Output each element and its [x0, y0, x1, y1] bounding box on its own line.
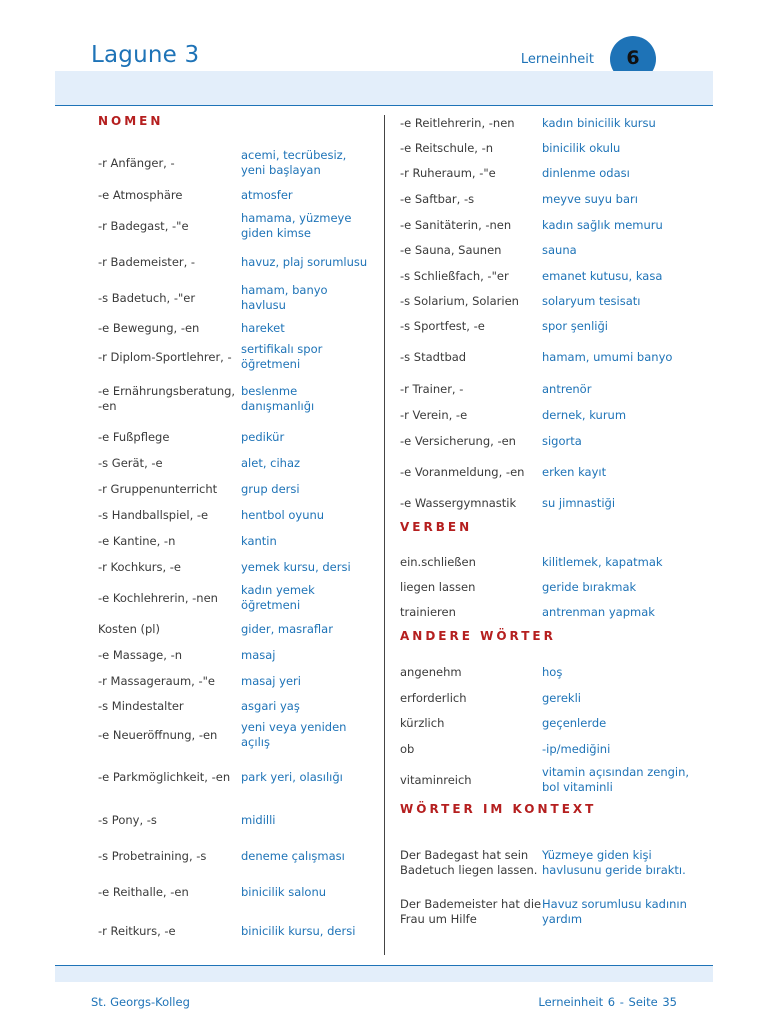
turkish-translation: hentbol oyunu — [241, 507, 325, 522]
vocab-row — [98, 554, 378, 580]
german-term: -r Trainer, - — [400, 381, 464, 396]
german-term: -s Pony, -s — [98, 812, 157, 827]
turkish-translation: hareket — [241, 320, 285, 335]
vocab-row — [400, 338, 700, 376]
german-term: -r Bademeister, - — [98, 254, 196, 269]
vocab-row — [400, 762, 700, 798]
vocab-row — [400, 454, 700, 490]
vocab-row — [400, 289, 700, 314]
vocab-row — [98, 910, 378, 952]
turkish-translation: emanet kutusu, kasa — [542, 268, 663, 283]
german-term: trainieren — [400, 605, 456, 619]
german-term: -r Anfänger, - — [98, 155, 175, 170]
german-term: -e Massage, -n — [98, 647, 183, 662]
vocab-row — [98, 244, 378, 280]
vocab-list-nomen-continued — [400, 110, 700, 516]
german-term: -s Handballspiel, -e — [98, 507, 209, 522]
unit-label: Lerneinheit — [520, 52, 594, 67]
german-term: Kosten (pl) — [98, 621, 160, 636]
vocab-row — [98, 280, 378, 316]
vocab-row — [400, 575, 700, 600]
turkish-translation: -ip/mediğini — [542, 741, 611, 756]
german-term: -e Fußpflege — [98, 429, 170, 444]
vocab-row — [400, 376, 700, 402]
vocab-row — [98, 476, 378, 502]
vocab-row — [98, 316, 378, 340]
german-term: -e Versicherung, -en — [400, 433, 516, 448]
page-title: Lagune 3 — [91, 42, 200, 68]
turkish-translation: havuz, plaj sorumlusu — [241, 254, 368, 269]
german-term: -e Sanitäterin, -nen — [400, 217, 512, 232]
section-heading-andere-woerter: ANDERE WÖRTER — [400, 629, 556, 643]
german-term: -e Atmosphäre — [98, 187, 183, 202]
turkish-translation: su jimnastiği — [542, 495, 616, 510]
german-term: -r Ruheraum, -"e — [400, 166, 496, 180]
turkish-translation: beslenme danışmanlığı — [241, 384, 315, 413]
german-term: -e Sauna, Saunen — [400, 243, 502, 257]
vocab-row — [98, 838, 378, 874]
vocab-row — [400, 136, 700, 161]
vocab-row — [400, 736, 700, 762]
vocab-row — [98, 208, 378, 244]
vocab-row — [400, 832, 700, 894]
turkish-translation: Havuz sorumlusu kadının yardım — [542, 897, 687, 926]
turkish-translation: midilli — [241, 812, 276, 827]
vocab-row — [98, 694, 378, 718]
header-band — [55, 71, 713, 106]
vocab-row — [400, 110, 700, 136]
german-term: -r Diplom-Sportlehrer, - — [98, 349, 232, 364]
german-term: vitaminreich — [400, 772, 472, 787]
turkish-translation: sauna — [542, 243, 577, 257]
left-column — [98, 110, 378, 952]
turkish-translation: hoş — [542, 664, 563, 679]
german-term: -e Voranmeldung, -en — [400, 464, 525, 479]
vocab-row — [400, 490, 700, 516]
turkish-translation: binicilik salonu — [241, 884, 327, 899]
vocab-list-nomen — [98, 144, 378, 952]
vocab-row — [98, 424, 378, 450]
section-heading-woerter-im-kontext: WÖRTER IM KONTEXT — [400, 802, 597, 816]
turkish-translation: Yüzmeye giden kişi havlusunu geride bıraktı. — [542, 848, 686, 877]
turkish-translation: solaryum tesisatı — [542, 294, 641, 308]
turkish-translation: kadın sağlık memuru — [542, 217, 663, 232]
vocab-row — [98, 528, 378, 554]
turkish-translation: geçenlerde — [542, 716, 607, 730]
german-term: kürzlich — [400, 716, 445, 730]
german-term: -e Neueröffnung, -en — [98, 727, 218, 742]
vocab-row — [98, 874, 378, 910]
vocab-list-andere-woerter — [400, 659, 700, 798]
german-term: ob — [400, 741, 415, 756]
turkish-translation: park yeri, olasılığı — [241, 769, 343, 784]
german-term: -e Parkmöglichkeit, -en — [98, 769, 231, 784]
turkish-translation: antrenör — [542, 381, 592, 396]
german-term: -s Gerät, -e — [98, 455, 163, 470]
german-term: -r Gruppenunterricht — [98, 481, 218, 496]
turkish-translation: erken kayıt — [542, 464, 607, 479]
turkish-translation: kadın binicilik kursu — [542, 115, 656, 130]
turkish-translation: sigorta — [542, 433, 582, 448]
german-term: erforderlich — [400, 690, 467, 705]
turkish-translation: deneme çalışması — [241, 848, 345, 863]
vocab-row — [400, 402, 700, 428]
unit-number-badge: 6 — [610, 36, 656, 82]
german-term: angenehm — [400, 664, 462, 679]
german-term: -e Ernährungsberatung, -en — [98, 384, 236, 413]
german-term: -r Verein, -e — [400, 407, 468, 422]
vocab-row — [400, 186, 700, 212]
german-term: -e Wassergymnastik — [400, 495, 517, 510]
vocab-row — [400, 263, 700, 289]
german-term: -r Reitkurs, -e — [98, 923, 176, 938]
turkish-translation: masaj yeri — [241, 673, 301, 688]
turkish-translation: hamam, umumi banyo — [542, 349, 673, 364]
vocab-list-woerter-im-kontext — [400, 832, 700, 930]
turkish-translation: yemek kursu, dersi — [241, 559, 351, 574]
german-term: -s Probetraining, -s — [98, 848, 207, 863]
turkish-translation: vitamin açısından zengin, bol vitaminli — [542, 765, 690, 794]
vocab-row — [98, 144, 378, 182]
vocab-row — [98, 340, 378, 374]
turkish-translation: alet, cihaz — [241, 455, 301, 470]
turkish-translation: atmosfer — [241, 187, 293, 202]
turkish-translation: yeni veya yeniden açılış — [241, 720, 347, 749]
german-term: -e Reitschule, -n — [400, 141, 494, 155]
vocab-row — [400, 428, 700, 454]
turkish-translation: kadın yemek öğretmeni — [241, 583, 315, 612]
turkish-translation: binicilik kursu, dersi — [241, 923, 356, 938]
vocab-row — [98, 580, 378, 616]
german-term: -s Mindestalter — [98, 698, 184, 713]
vocab-row — [98, 752, 378, 802]
turkish-translation: pedikür — [241, 429, 285, 444]
german-term: -s Schließfach, -"er — [400, 268, 509, 283]
turkish-translation: dinlenme odası — [542, 166, 630, 180]
turkish-translation: spor şenliği — [542, 318, 608, 333]
vocab-row — [400, 212, 700, 238]
turkish-translation: gider, masraflar — [241, 621, 333, 636]
vocab-row — [98, 642, 378, 668]
footer-school-name: St. Georgs-Kolleg — [91, 995, 190, 1009]
german-term: -s Sportfest, -e — [400, 318, 485, 333]
turkish-translation: kantin — [241, 533, 277, 548]
vocab-list-verben — [400, 550, 700, 625]
turkish-translation: dernek, kurum — [542, 407, 627, 422]
vocab-row — [400, 600, 700, 625]
turkish-translation: grup dersi — [241, 481, 300, 496]
vocab-row — [98, 802, 378, 838]
vocab-row — [400, 238, 700, 263]
german-term: Der Badegast hat sein Badetuch liegen lassen. — [400, 848, 538, 877]
german-term: Der Bademeister hat die Frau um Hilfe — [400, 897, 542, 926]
right-column — [400, 110, 700, 930]
german-term: liegen lassen — [400, 580, 476, 594]
german-term: -s Solarium, Solarien — [400, 294, 519, 308]
vocab-row — [400, 659, 700, 685]
turkish-translation: antrenman yapmak — [542, 605, 655, 619]
german-term: ein.schließen — [400, 555, 476, 569]
turkish-translation: kilitlemek, kapatmak — [542, 555, 663, 569]
turkish-translation: hamam, banyo havlusu — [241, 283, 328, 312]
turkish-translation: hamama, yüzmeye giden kimse — [241, 211, 352, 240]
vocab-row — [98, 374, 378, 424]
german-term: -e Bewegung, -en — [98, 320, 200, 335]
vocab-row — [98, 718, 378, 752]
german-term: -e Reithalle, -en — [98, 884, 189, 899]
vocab-row — [400, 711, 700, 736]
column-divider — [384, 115, 385, 955]
german-term: -r Massageraum, -"e — [98, 673, 215, 688]
german-term: -s Stadtbad — [400, 349, 467, 364]
german-term: -e Kantine, -n — [98, 533, 176, 548]
vocab-row — [400, 161, 700, 186]
vocab-row — [400, 894, 700, 930]
vocab-row — [98, 182, 378, 208]
turkish-translation: masaj — [241, 647, 276, 662]
footer-page-info: Lerneinheit 6 - Seite 35 — [538, 995, 677, 1009]
vocab-row — [400, 685, 700, 711]
german-term: -e Kochlehrerin, -nen — [98, 590, 218, 605]
turkish-translation: meyve suyu barı — [542, 191, 638, 206]
german-term: -s Badetuch, -"er — [98, 290, 196, 305]
vocab-row — [98, 502, 378, 528]
vocab-row — [400, 550, 700, 575]
german-term: -r Kochkurs, -e — [98, 559, 181, 574]
turkish-translation: gerekli — [542, 690, 581, 705]
german-term: -e Reitlehrerin, -nen — [400, 115, 515, 130]
footer-band — [55, 965, 713, 982]
turkish-translation: binicilik okulu — [542, 141, 621, 155]
vocab-row — [98, 450, 378, 476]
vocab-row — [98, 616, 378, 642]
turkish-translation: geride bırakmak — [542, 580, 637, 594]
german-term: -r Badegast, -"e — [98, 218, 189, 233]
german-term: -e Saftbar, -s — [400, 191, 475, 206]
section-heading-verben: VERBEN — [400, 520, 473, 534]
turkish-translation: acemi, tecrübesiz, yeni başlayan — [241, 148, 347, 177]
vocab-row — [400, 314, 700, 338]
section-heading-nomen: NOMEN — [98, 114, 164, 128]
turkish-translation: sertifikalı spor öğretmeni — [241, 342, 323, 371]
turkish-translation: asgari yaş — [241, 698, 300, 713]
vocab-row — [98, 668, 378, 694]
